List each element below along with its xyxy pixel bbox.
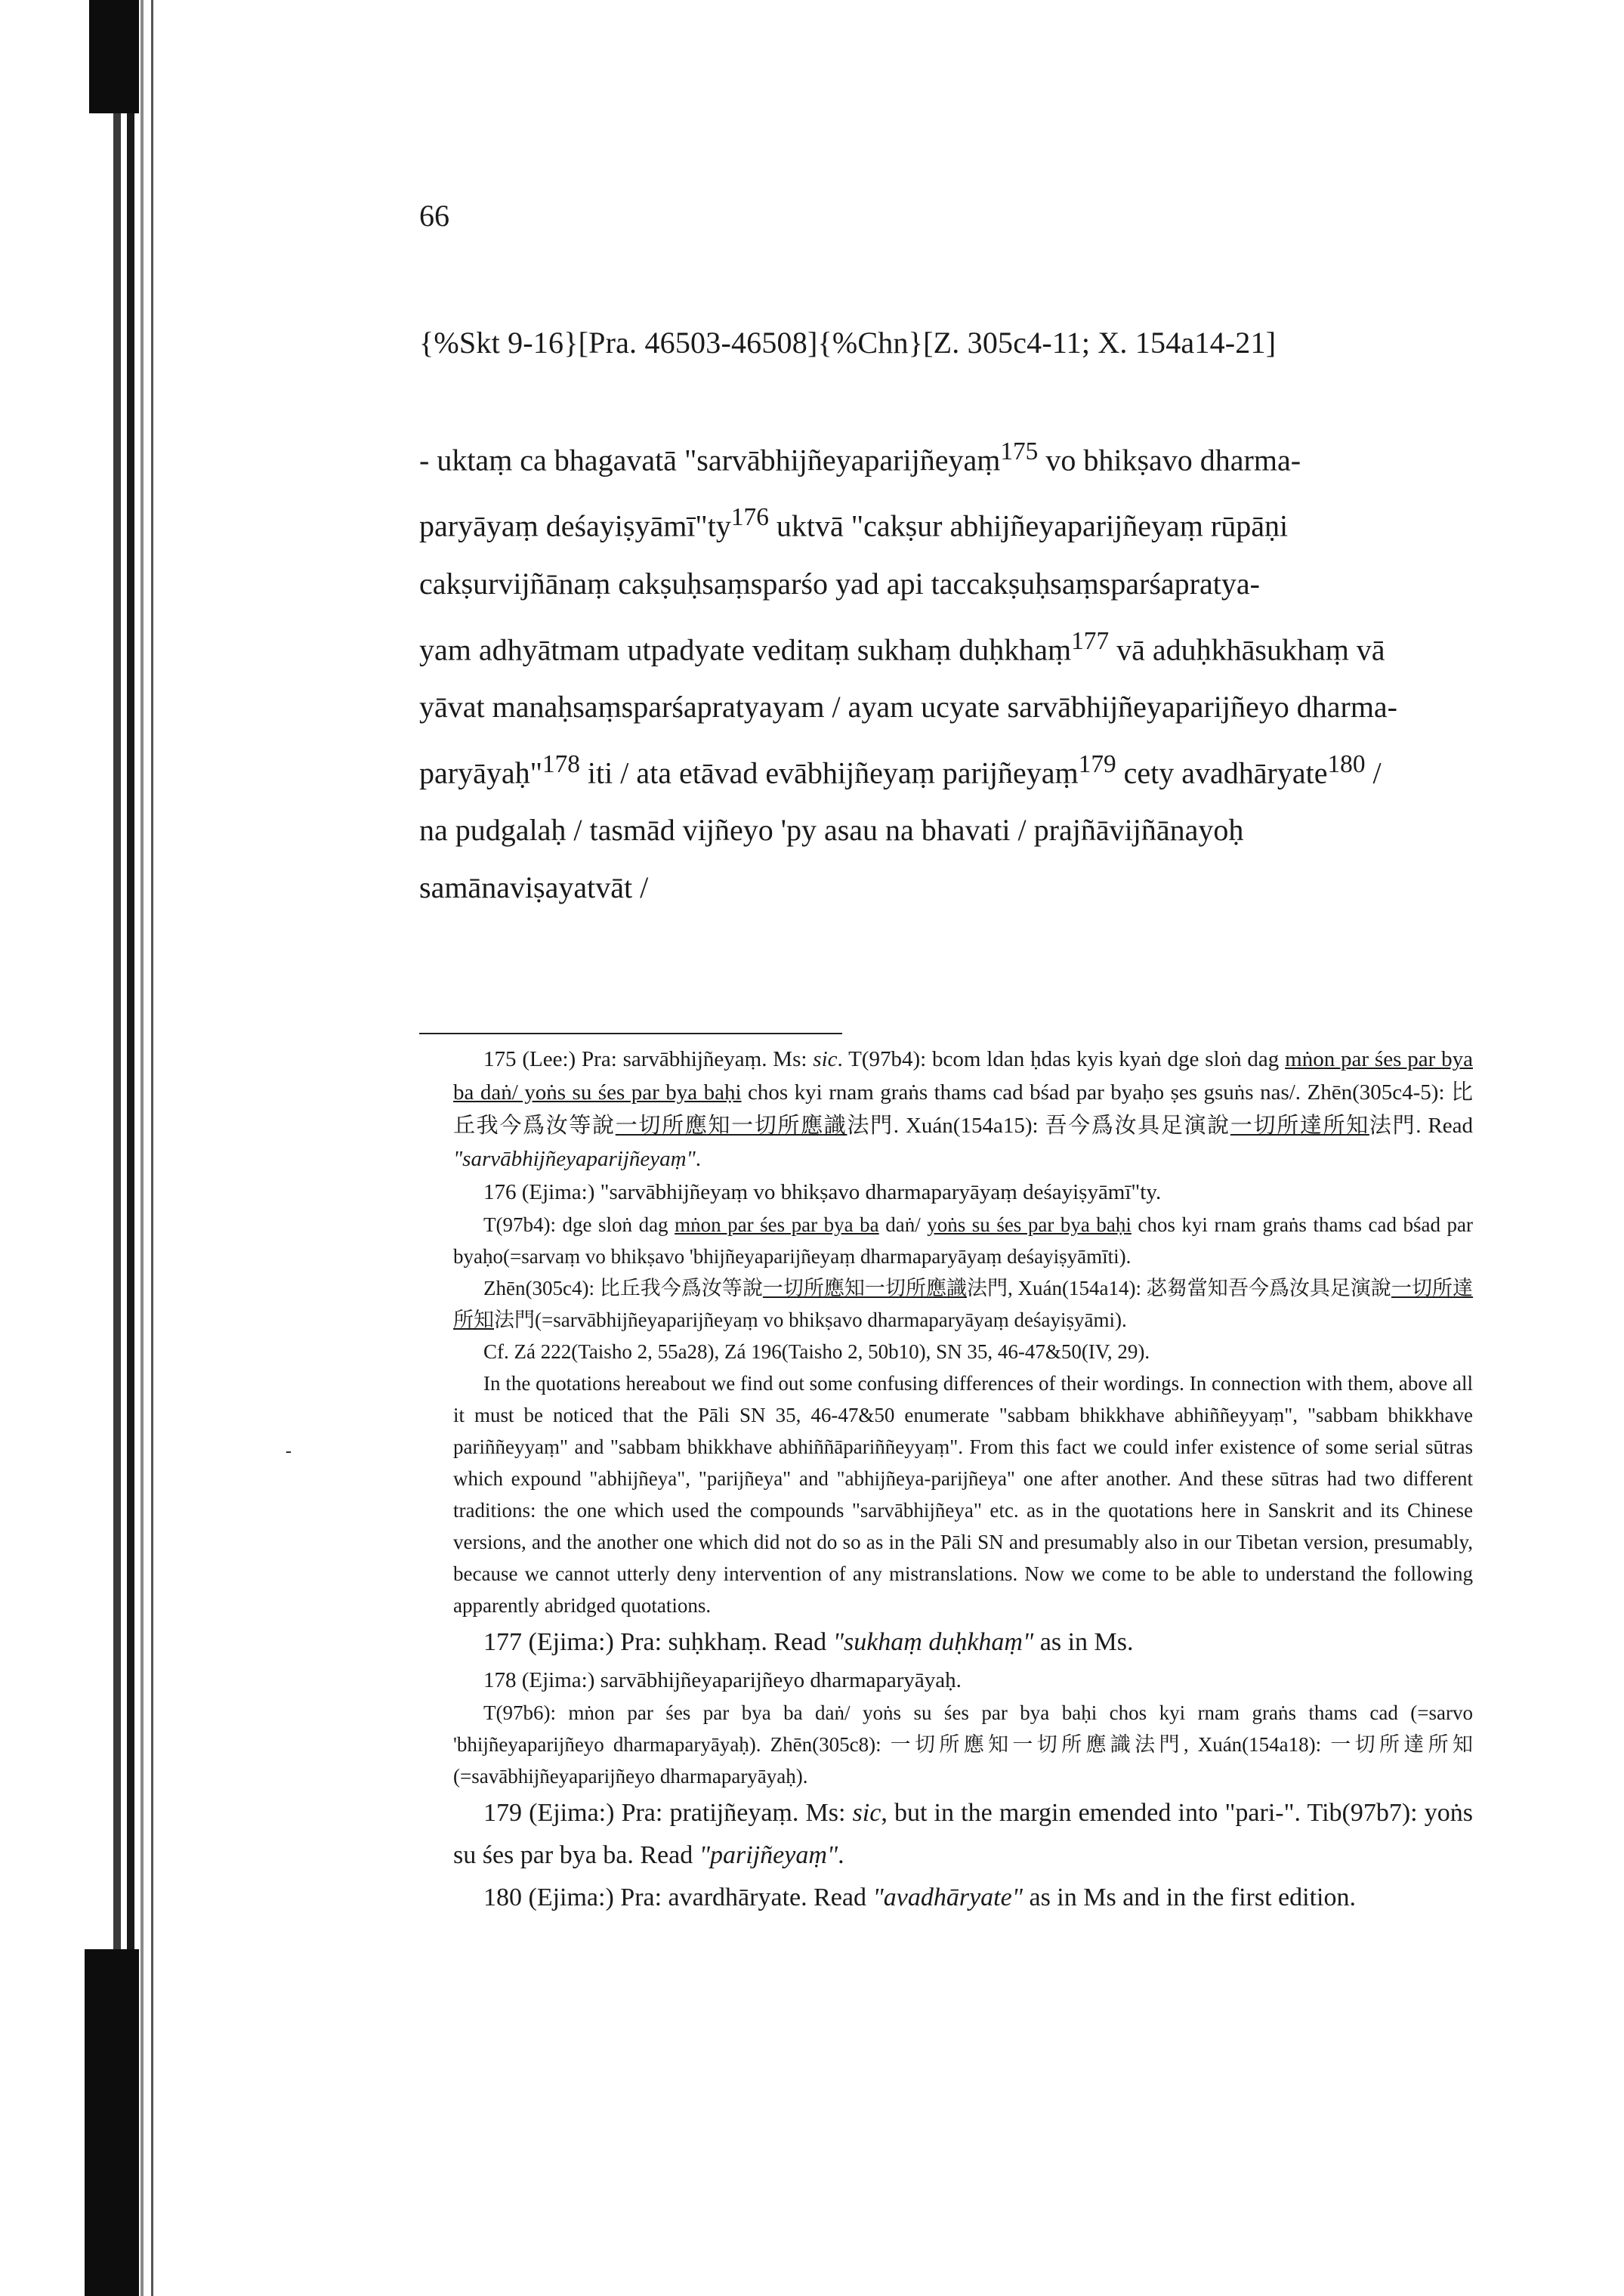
stray-mark: -: [286, 1442, 292, 1461]
source-reference: {%Skt 9-16}[Pra. 46503-46508]{%Chn}[Z. 305c4-11; X. 154a14-21]: [419, 326, 1277, 360]
main-line-5: yāvat manaḥsaṃsparśapratyayam / ayam ucyate sarvābhijñeyaparijñeyo dharma-: [419, 689, 1397, 724]
scan-binding-shadow-top: [89, 0, 139, 113]
main-line-4: yam adhyātmam utpadyate veditaṃ sukhaṃ duḥkhaṃ$^{177}$ vā aduḥkhāsukhaṃ vā: [419, 626, 1385, 666]
main-line-2: paryāyaṃ $deśayiṣyāmī"ty^{176}$ uktvā "cakṣur abhijñeyaparijñeyaṃ rūpāṇi: [419, 503, 1289, 543]
footnote-176-chinese: Zhēn(305c4): 比丘我今爲汝等說一切所應知一切所應識法門, Xuán(154a14): 苾芻當知吾今爲汝具足演說一切所達所知法門(=sarvābhijñeyaparijñeyaṃ vo bhikṣavo dharmaparyāyaṃ deśayiṣyāmi).: [453, 1277, 1473, 1331]
main-line-6: paryāyaḥ"$^{178}$ iti / ata etāvad evābhijñeyaṃ parijñeyaṃ$^{179}$ cety avadhāryate$^{180}$ /: [419, 749, 1382, 790]
footnote-177: 177 (Ejima:) Pra: suḥkhaṃ. Read "sukhaṃ duḥkhaṃ" as in Ms.: [483, 1628, 1134, 1656]
footnote-179: 179 (Ejima:) Pra: pratijñeyaṃ. Ms: sic, but in the margin emended into "pari-". Tib(97b7): yoṅs su śes par bya ba. Read "parijñeyaṃ".: [453, 1799, 1473, 1869]
main-text: [419, 423, 1507, 916]
footnote-178: 178 (Ejima:) sarvābhijñeyaparijñeyo dharmaparyāyaḥ.: [483, 1668, 962, 1692]
main-line-3: cakṣurvijñānaṃ cakṣuḥsaṃsparśo yad api taccakṣuḥsaṃsparśapratya-: [419, 566, 1260, 601]
main-line-8: samānaviṣayatvāt /: [419, 870, 649, 905]
footnotes: [453, 1043, 1473, 1919]
footnote-176: 176 (Ejima:) "sarvābhijñeyaṃ vo bhikṣavo dharmaparyāyaṃ deśayiṣyāmī"ty.: [483, 1180, 1162, 1204]
scan-binding-shadow-bottom: [85, 1949, 139, 2296]
page-number: 66: [419, 199, 449, 233]
footnote-176-discussion: In the quotations hereabout we find out some confusing differences of their wordings. In connection with them, above all it must be noticed that the Pāli SN 35, 46-47&50 enumerate "sabbam bhikkhave abhiññeyyaṃ", "sabbam bhikkhave pariññeyyaṃ" and "sabbam bhikkhave abhiññāpariññeyyaṃ". From this fact we could infer existence of some serial sūtras which expound "abhijñeya", "parijñeya" and "abhijñeya-parijñeya" one after another. And these sūtras had two different traditions: the one which used the compounds "sarvābhijñeya" etc. as in the quotations here in Sanskrit and its Chinese versions, and the another one which did not do so as in the Pāli SN and presumably also in our Tibetan version, presumably, because we cannot utterly deny intervention of any mistranslations. Now we come to be able to understand the following apparently abridged quotations.: [453, 1372, 1473, 1617]
footnote-175: 175 (Lee:) Pra: sarvābhijñeyaṃ. Ms: sic. T(97b4): bcom ldan ḥdas kyis kyaṅ dge sloṅ dag mṅon par śes par bya ba daṅ/ yoṅs su śes par bya baḥi chos kyi rnam graṅs thams cad bśad par byaḥo ṣes gsuṅs nas/. Zhēn(305c4-5): 比丘我今爲汝等說一切所應知一切所應識法門. Xuán(154a15): 吾今爲汝具足演說一切所達所知法門. Read "sarvābhijñeyaparijñeyaṃ".: [453, 1047, 1473, 1171]
main-line-1: - uktaṃ ca bhagavatā "sarvābhijñeyaparijñeyaṃ$^{175}$ vo bhikṣavo dharma-: [419, 437, 1301, 477]
footnote-176-tibetan: T(97b4): dge sloṅ dag mṅon par śes par bya ba daṅ/ yoṅs su śes par bya baḥi chos kyi rnam graṅs thams cad bśad par byaḥo(=sarvaṃ vo bhikṣavo 'bhijñeyaparijñeyaṃ dharmaparyāyaṃ deśayiṣyāmīti).: [453, 1213, 1473, 1268]
footnote-176-cf: Cf. Zá 222(Taisho 2, 55a28), Zá 196(Taisho 2, 50b10), SN 35, 46-47&50(IV, 29).: [483, 1340, 1150, 1363]
footnote-separator: [419, 1033, 842, 1034]
footnote-180: 180 (Ejima:) Pra: avardhāryate. Read "avadhāryate" as in Ms and in the first edition.: [483, 1883, 1356, 1911]
main-line-7: na pudgalaḥ / tasmād vijñeyo 'py asau na bhavati / prajñāvijñānayoḥ: [419, 813, 1244, 848]
footnote-178-body: T(97b6): mṅon par śes par bya ba daṅ/ yoṅs su śes par bya baḥi chos kyi rnam graṅs thams cad (=sarvo 'bhijñeyaparijñeyo dharmaparyāyaḥ). Zhēn(305c8): 一切所應知一切所應識法門, Xuán(154a18): 一切所達所知 (=savābhijñeyaparijñeyo dharmaparyāyaḥ).: [453, 1701, 1473, 1788]
